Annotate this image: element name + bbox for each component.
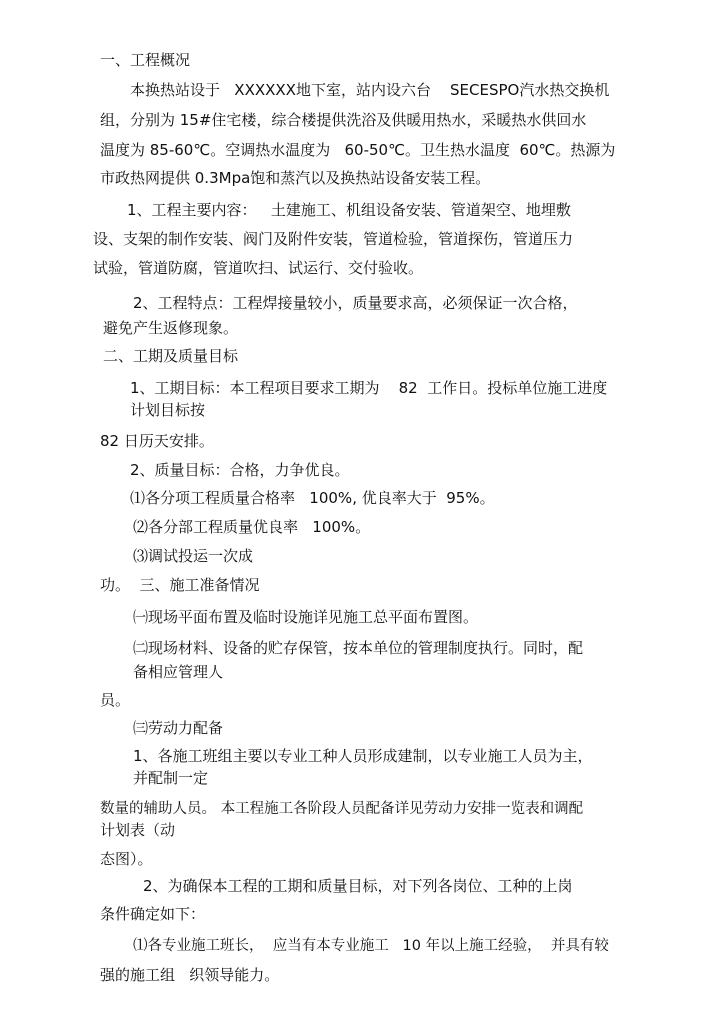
list-item: ㈡现场材料、设备的贮存保管，按本单位的管理制度执行。同时，配 <box>133 639 584 657</box>
list-item: ⑴各专业施工班长， 应当有本专业施工 10 年以上施工经验， 并具有较 <box>133 938 609 954</box>
paragraph-line: 计划目标按 <box>130 401 206 419</box>
list-item: ㈢劳动力配备 <box>133 719 224 737</box>
list-item: ⑶调试投运一次成 <box>133 547 254 565</box>
paragraph-line: 强的施工组 织领导能力。 <box>100 966 280 984</box>
paragraph-line: 数量的辅助人员。 本工程施工各阶段人员配备详见劳动力安排一览表和调配 <box>100 801 584 817</box>
heading-project-overview: 一、工程概况 <box>100 51 191 69</box>
paragraph-line: 员。 <box>100 691 131 709</box>
list-item: ⑴各分项工程质量合格率 100%, 优良率大于 95%。 <box>130 489 495 507</box>
paragraph-line: 计划表（动 <box>100 821 176 839</box>
paragraph-line: 2、质量目标：合格，力争优良。 <box>130 461 350 479</box>
heading-schedule-quality: 二、工期及质量目标 <box>103 347 239 365</box>
paragraph-line: 试验，管道防腐，管道吹扫、试运行、交付验收。 <box>93 259 424 277</box>
list-item: ⑵各分部工程质量优良率 100%。 <box>133 518 371 536</box>
paragraph-line: 本换热站设于 XXXXXX地下室，站内设六台 SECESPO汽水热交换机 <box>130 81 610 99</box>
paragraph-line: 2、为确保本工程的工期和质量目标，对下列各岗位、工种的上岗 <box>143 877 573 895</box>
paragraph-line: 条件确定如下： <box>100 905 206 923</box>
paragraph-line: 市政热网提供 0.3Mpa饱和蒸汽以及换热站设备安装工程。 <box>100 169 491 187</box>
paragraph-line: 态图）。 <box>100 850 153 868</box>
paragraph-line: 1、各施工班组主要以专业工种人员形成建制，以专业施工人员为主， <box>133 747 593 765</box>
paragraph-line: 1、工期目标：本工程项目要求工期为 82 工作日。投标单位施工进度 <box>130 379 608 397</box>
paragraph-line: 82 日历天安排。 <box>100 432 214 450</box>
paragraph-line: 避免产生返修现象。 <box>103 319 239 337</box>
paragraph-line: 并配制一定 <box>133 769 209 787</box>
paragraph-line: 1、工程主要内容： 土建施工、机组设备安装、管道架空、地埋敷 <box>127 201 571 219</box>
list-item: ㈠现场平面布置及临时设施详见施工总平面布置图。 <box>133 608 479 626</box>
paragraph-line: 备相应管理人 <box>133 663 224 681</box>
paragraph-line: 温度为 85-60℃。空调热水温度为 60-50℃。卫生热水温度 60℃。热源为 <box>100 141 616 159</box>
paragraph-line: 2、工程特点：工程焊接量较小，质量要求高，必须保证一次合格， <box>133 294 578 312</box>
paragraph-line: 组，分别为 15#住宅楼，综合楼提供洗浴及供暖用热水，采暖热水供回水 <box>100 111 587 129</box>
paragraph-line: 设、支架的制作安装、阀门及附件安装，管道检验，管道探伤，管道压力 <box>93 230 574 248</box>
paragraph-line: 功。 三、施工准备情况 <box>100 576 260 594</box>
